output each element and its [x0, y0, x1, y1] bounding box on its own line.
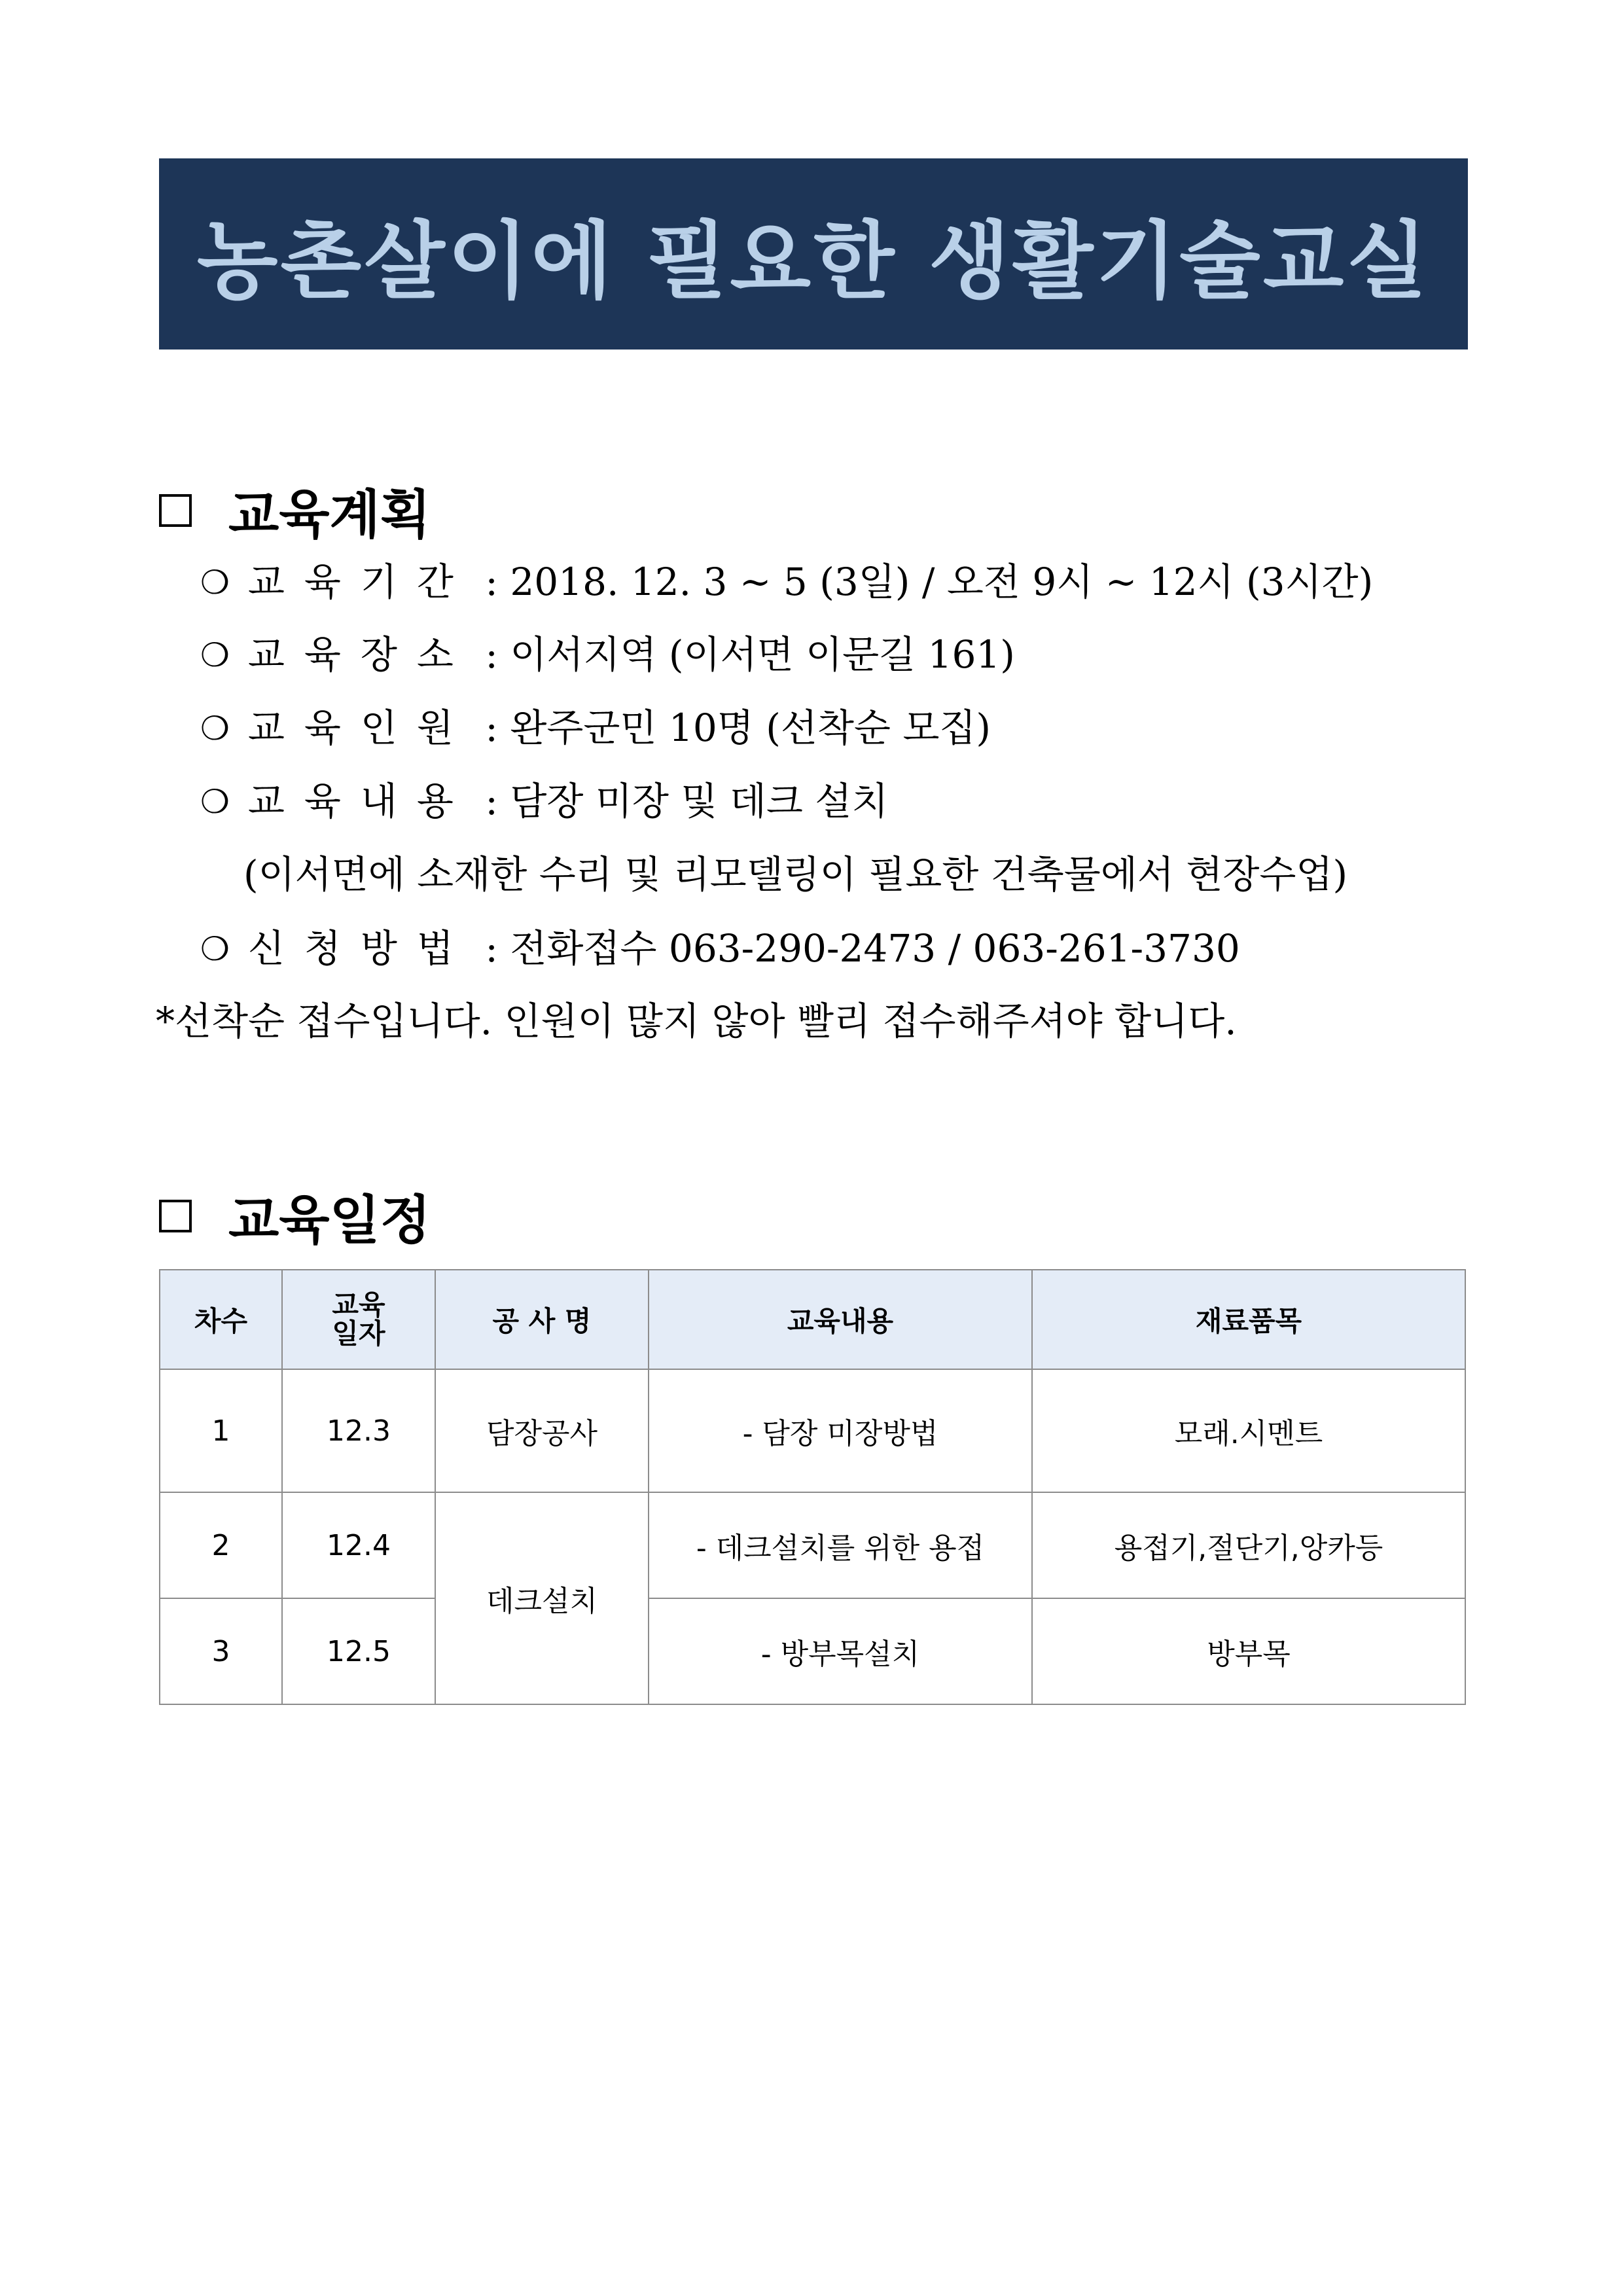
schedule-table [159, 1269, 1466, 1705]
plan-item-application: ❍ 신청방법 : 전화접수 063-290-2473 / 063-261-3730 [200, 926, 1240, 971]
table-header-row [160, 1270, 1465, 1369]
section-title-schedule: 교육일정 [228, 1190, 431, 1251]
cell-round: 2 [160, 1492, 282, 1598]
column-header-work: 공 사 명 [435, 1270, 649, 1369]
cell-work: 담장공사 [435, 1369, 649, 1492]
plan-item-place: ❍ 교육장소 : 이서지역 (이서면 이문길 161) [200, 632, 1015, 677]
title-banner [159, 158, 1468, 350]
cell-materials: 용접기,절단기,앙카등 [1032, 1492, 1465, 1598]
cell-materials: 모래.시멘트 [1032, 1369, 1465, 1492]
checkbox-icon [159, 1200, 192, 1232]
plan-item-period: ❍ 교육기간 : 2018. 12. 3 ~ 5 (3일) / 오전 9시 ~ 12시 (3시간) [200, 560, 1374, 604]
page-title: 농촌살이에 필요한 생활기술교실 [196, 213, 1431, 310]
plan-item-people: ❍ 교육인원 : 완주군민 10명 (선착순 모집) [200, 706, 991, 750]
table-row [160, 1492, 1465, 1598]
circle-bullet-icon: ❍ [200, 564, 230, 601]
cell-round: 3 [160, 1598, 282, 1704]
cell-round: 1 [160, 1369, 282, 1492]
plan-content-detail: (이서면에 소재한 수리 및 리모델링이 필요한 건축물에서 현장수업) [243, 852, 1348, 897]
cell-date: 12.3 [282, 1369, 435, 1492]
column-header-content: 교육내용 [649, 1270, 1032, 1369]
circle-bullet-icon: ❍ [200, 783, 230, 821]
circle-bullet-icon: ❍ [200, 709, 230, 747]
table-row [160, 1598, 1465, 1704]
cell-work: 데크설치 [435, 1492, 649, 1704]
checkbox-icon [159, 494, 192, 527]
cell-content: - 방부목설치 [649, 1598, 1032, 1704]
cell-materials: 방부목 [1032, 1598, 1465, 1704]
table-row [160, 1369, 1465, 1492]
cell-date: 12.4 [282, 1492, 435, 1598]
column-header-materials: 재료품목 [1032, 1270, 1465, 1369]
section-heading-plan [159, 473, 431, 548]
cell-date: 12.5 [282, 1598, 435, 1704]
circle-bullet-icon: ❍ [200, 636, 230, 674]
cell-content: - 담장 미장방법 [649, 1369, 1032, 1492]
cell-content: - 데크설치를 위한 용접 [649, 1492, 1032, 1598]
circle-bullet-icon: ❍ [200, 930, 230, 968]
plan-notice: *선착순 접수입니다. 인원이 많지 않아 빨리 접수해주셔야 합니다. [156, 999, 1237, 1043]
section-title-plan: 교육계획 [228, 484, 431, 545]
column-header-round: 차수 [160, 1270, 282, 1369]
plan-item-content: ❍ 교육내용 : 담장 미장 및 데크 설치 [200, 779, 889, 823]
column-header-date: 교육 일자 [282, 1270, 435, 1369]
section-heading-schedule [159, 1178, 431, 1253]
